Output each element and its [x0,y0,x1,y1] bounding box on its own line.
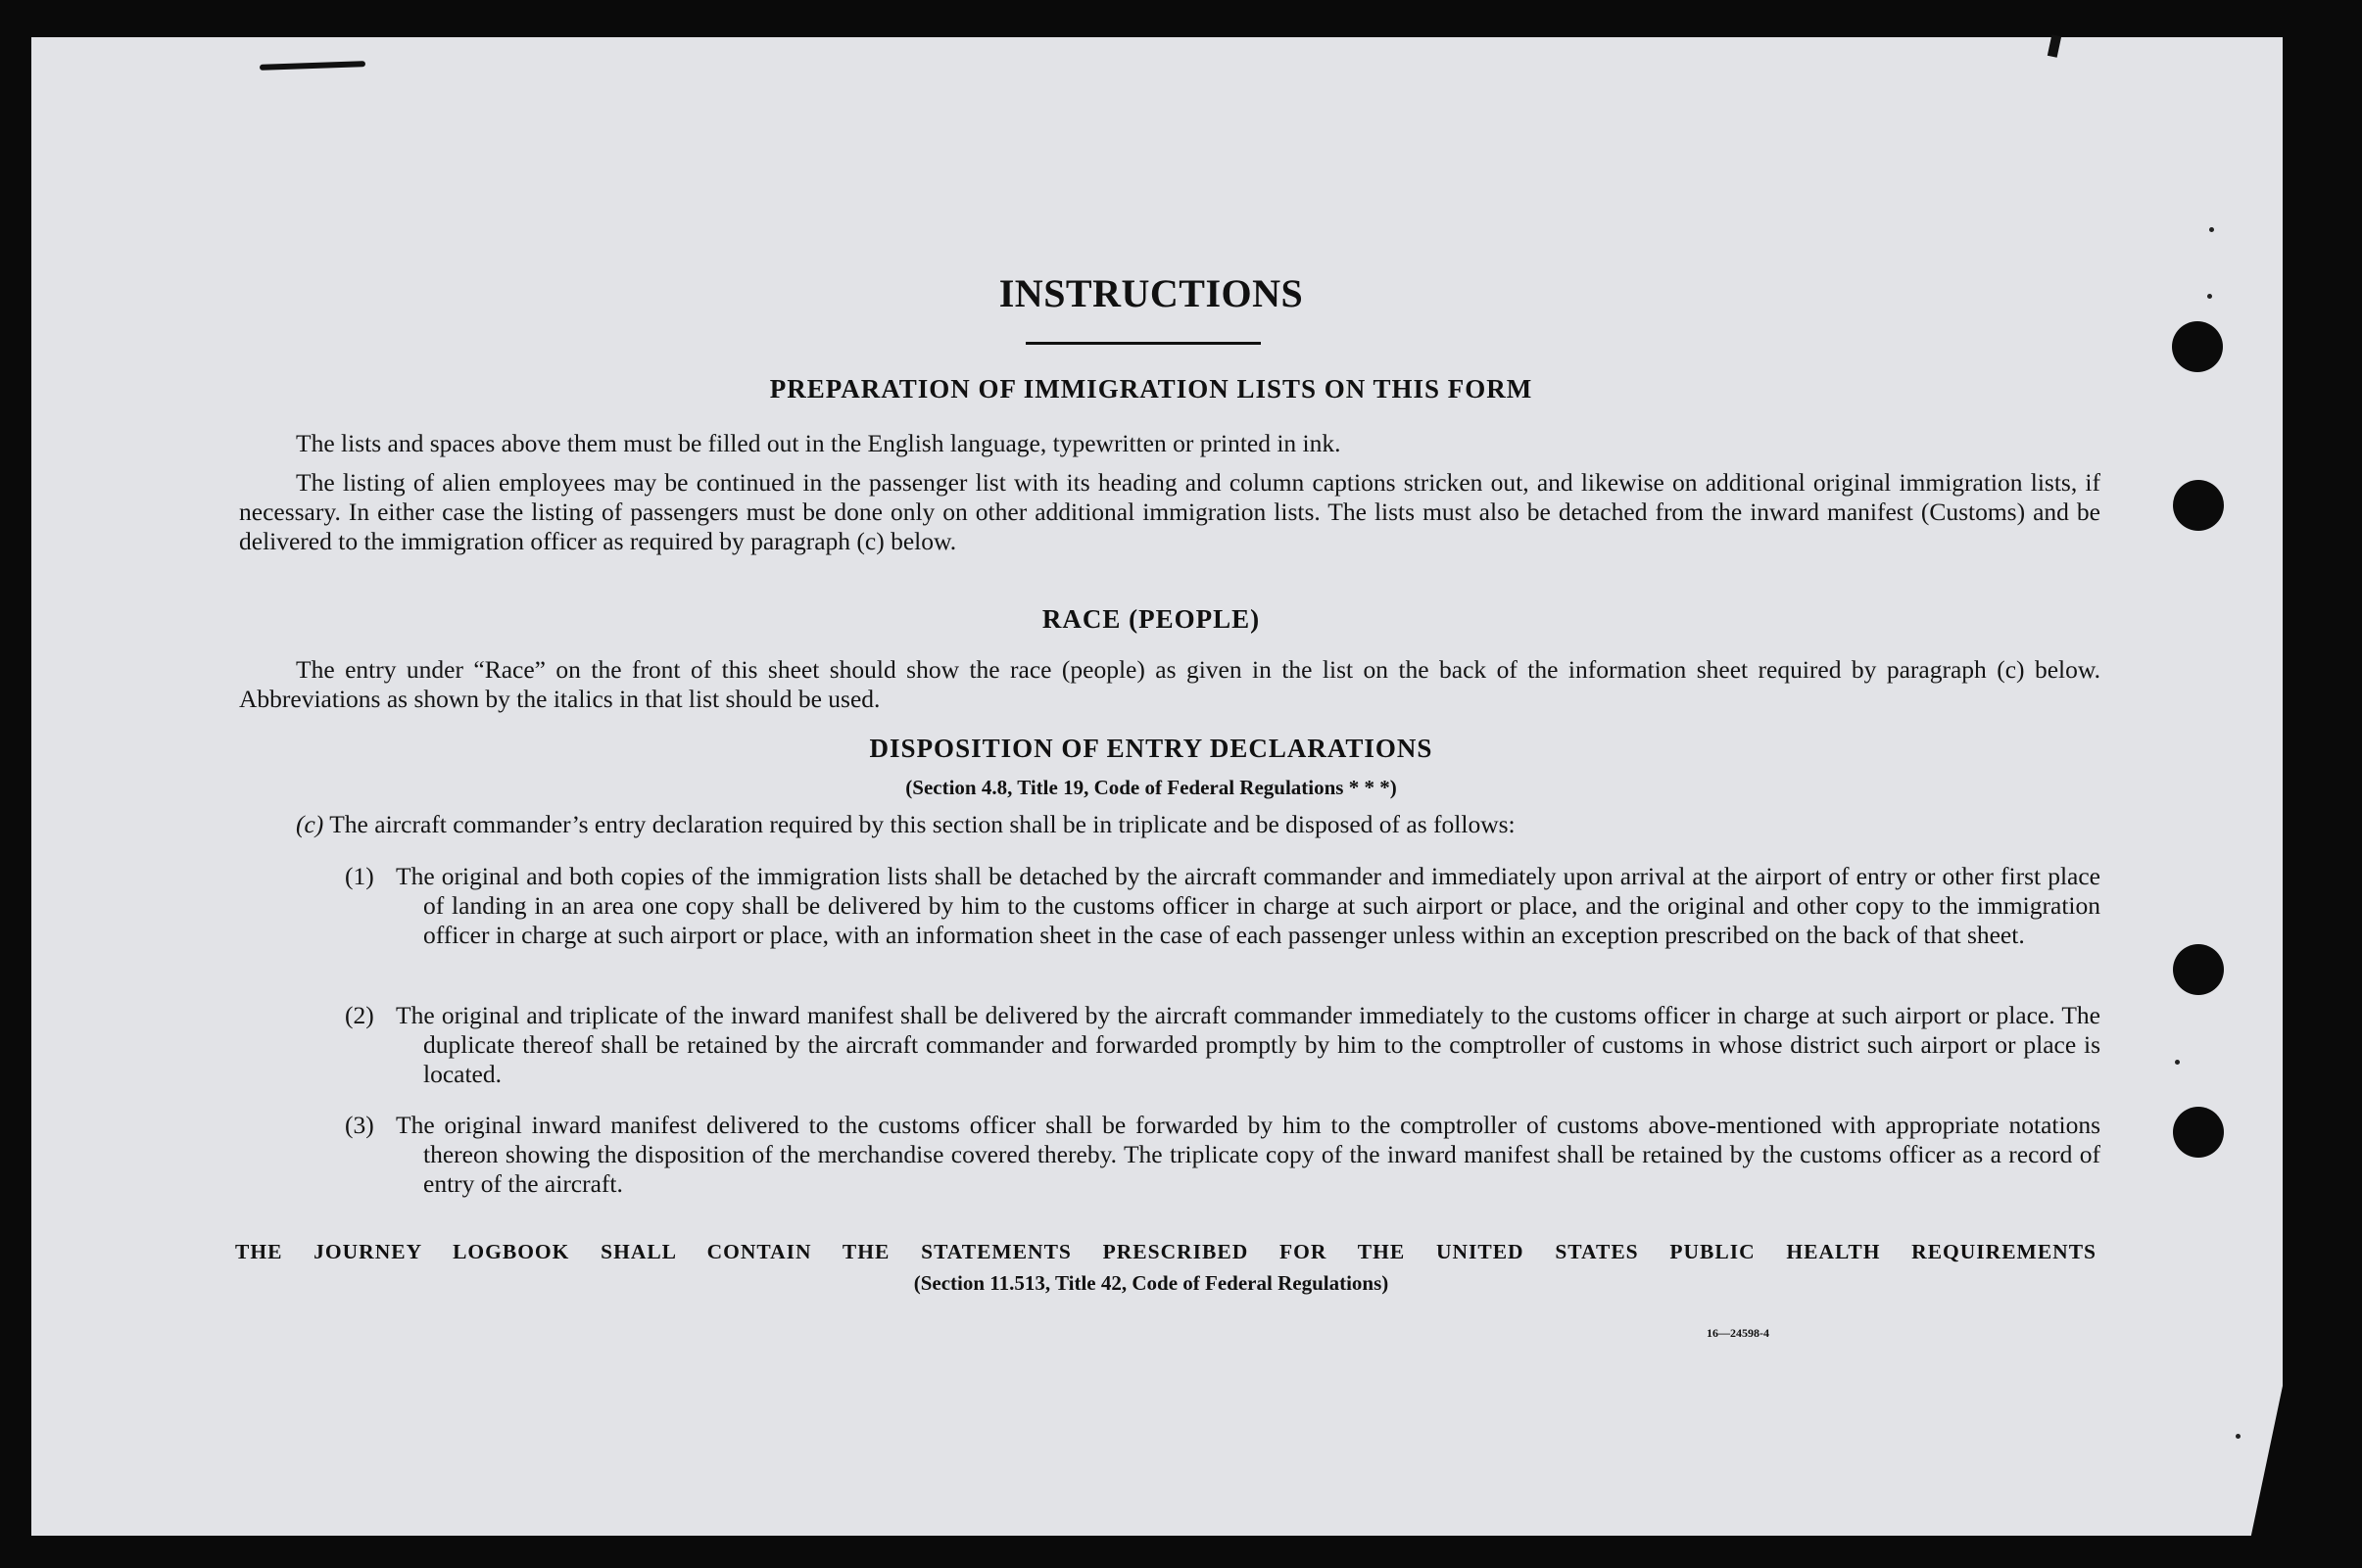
list-item [345,1111,2100,1199]
list-item-number: (3) [345,1111,374,1139]
list-item-text: The original and both copies of the immigration lists shall be detached by the aircraft commander and immediately upon arrival at the airport of entry or other first place of landing in an area one copy shall be delivered by him to the customs officer in charge at such airport or place, and the original and other copy to the immigration officer in charge at such airport or place, with an information sheet in the case of each passenger unless within an exception prescribed on the back of that sheet. [396,862,2100,949]
punch-hole [2173,944,2224,995]
list-item-text: The original inward manifest delivered to the customs officer shall be forwarded by him to the comptroller of customs above-mentioned with appropriate notations thereon showing the disposition of the merchandise covered thereby. The triplicate copy of the inward manifest shall be retained by the customs officer as a record of entry of the aircraft. [396,1111,2100,1198]
section-heading-disposition: DISPOSITION OF ENTRY DECLARATIONS [869,734,1433,763]
speck [2236,1434,2241,1439]
page-title: INSTRUCTIONS [998,271,1304,315]
section-citation: (Section 4.8, Title 19, Code of Federal Regulations * * *) [905,776,1397,799]
speck [2209,227,2214,232]
journey-logbook-notice: THE JOURNEY LOGBOOK SHALL CONTAIN THE STATEMENTS PRESCRIBED FOR THE UNITED STATES PUBLIC HEALTH REQUIREMENTS [235,1240,2097,1263]
list-item [345,1001,2100,1089]
form-number: 16—24598-4 [1707,1326,1769,1340]
journey-citation: (Section 11.513, Title 42, Code of Federal Regulations) [913,1271,1389,1295]
paragraph-race-entry: The entry under “Race” on the front of this sheet should show the race (people) as given in the list on the back of the information sheet required by paragraph (c) below. Abbreviations as shown by the italics in that list should be used. [239,655,2100,713]
list-item [345,862,2100,950]
section-heading-race: RACE (PEOPLE) [1041,604,1261,634]
punch-hole [2173,480,2224,531]
punch-hole [2173,1107,2224,1158]
paragraph-alien-employees: The listing of alien employees may be continued in the passenger list with its heading and column captions stricken out, and likewise on additional original immigration lists, if necessary. In either case the listing of passengers must be done only on other additional immigration lists. The lists must also be detached from the inward manifest (Customs) and be delivered to the immigration officer as required by paragraph (c) below. [239,468,2100,555]
punch-hole [2172,321,2223,372]
title-rule [1026,342,1261,345]
speck [2175,1060,2180,1065]
list-item-number: (1) [345,862,374,890]
paragraph-entry-declaration [239,810,2100,839]
paragraph-marker: (c) [296,810,324,838]
list-item-text: The original and triplicate of the inward manifest shall be delivered by the aircraft commander immediately to the customs officer in charge at such airport or place. The duplicate thereof shall be retained by the aircraft commander and forwarded promptly by him to the comptroller of customs in whose district such airport or place is located. [396,1001,2100,1088]
section-heading-preparation: PREPARATION OF IMMIGRATION LISTS ON THIS FORM [769,374,1533,404]
list-item-number: (2) [345,1001,374,1029]
paragraph-english-language: The lists and spaces above them must be filled out in the English language, typewritten or printed in ink. [296,429,1341,457]
paragraph-intro-text: The aircraft commander’s entry declaration required by this section shall be in triplicate and be disposed of as follows: [329,810,1516,838]
